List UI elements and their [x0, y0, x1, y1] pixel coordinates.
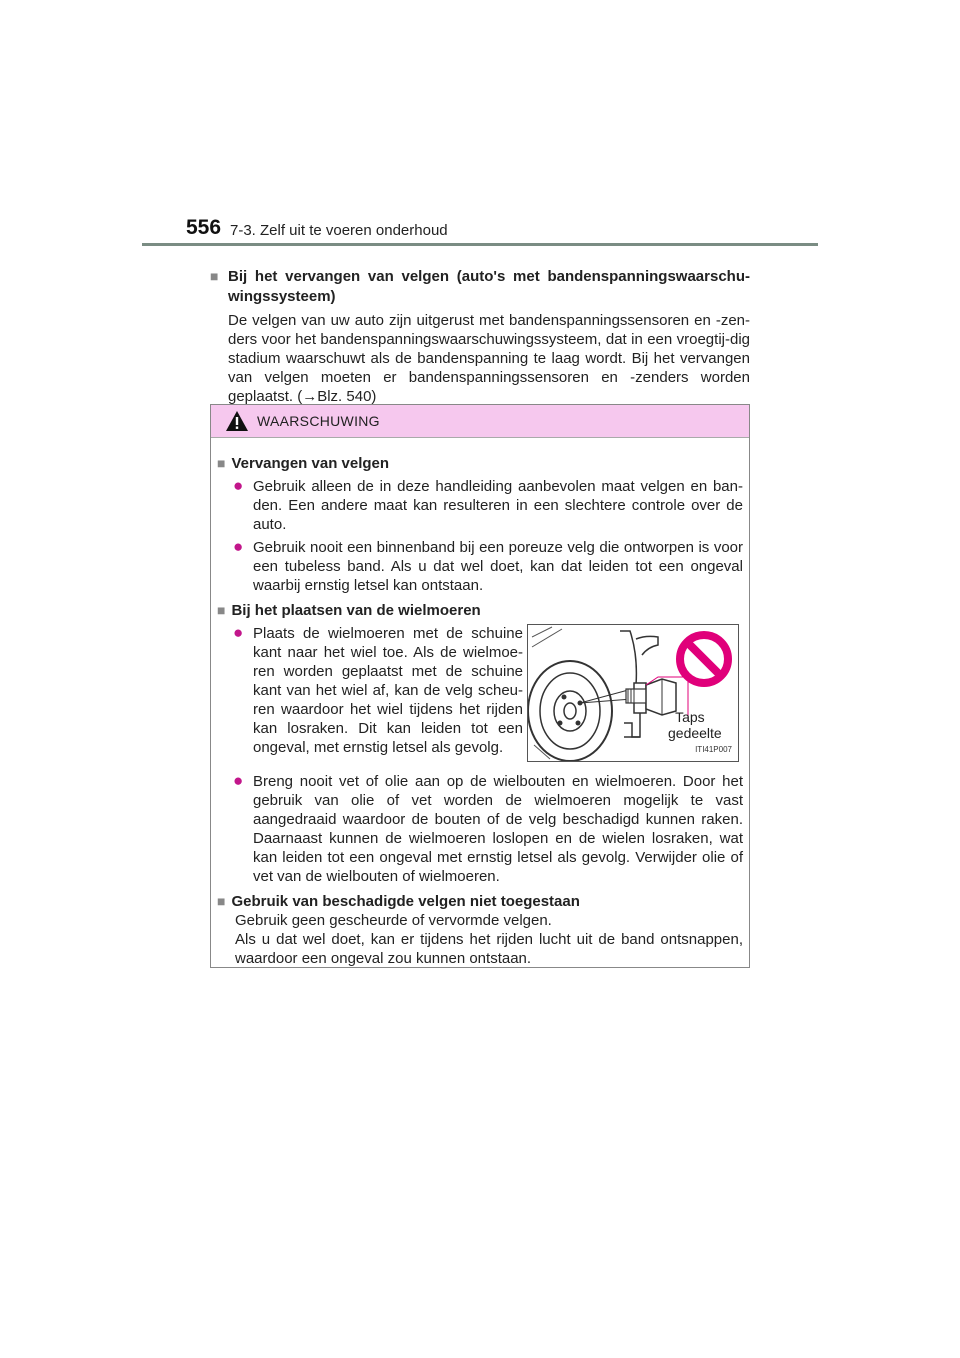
- subheading-text: Gebruik van beschadigde velgen niet toegestaan: [231, 893, 580, 910]
- square-bullet-icon: ■: [217, 893, 226, 909]
- section-title: 7-3. Zelf uit te voeren onderhoud: [230, 222, 448, 239]
- warning-subheading: [217, 454, 743, 473]
- section-text-line1: Gebruik geen gescheurde of vervormde velgen.: [235, 912, 552, 929]
- figure-code: ITI41P007: [695, 745, 732, 754]
- intro-text: De velgen van uw auto zijn uitgerust met bandenspanningssensoren en -zen-ders voor het bandenspanningswaarschuwingssysteem, dat in een vroegtij-dig stadium waarschuwt als de bandenspanning te laag wordt. Bij het vervangen van velgen moeten er bandenspanningssensoren en -zenders worden geplaatst. (→Blz. 540): [228, 312, 750, 405]
- bullet-item: [217, 538, 743, 595]
- intro-heading-text: Bij het vervangen van velgen (auto's met bandenspanningswaarschu-wingssysteem): [228, 268, 750, 305]
- warning-header: [211, 405, 749, 438]
- square-bullet-icon: ■: [210, 268, 223, 284]
- subheading-text: Vervangen van velgen: [231, 455, 390, 472]
- intro-section: [210, 266, 750, 406]
- bullet-text: Gebruik alleen de in deze handleiding aanbevolen maat velgen en ban-den. Een andere maat kan resulteren in een slechtere controle over de auto.: [253, 478, 743, 533]
- intro-heading: [210, 266, 750, 307]
- bullet-item: [217, 624, 523, 757]
- wheel-nut-illustration: [527, 624, 739, 762]
- bullet-text: Gebruik nooit een binnenband bij een poreuze velg die ontworpen is voor een tubeless band. Als u dat wel doet, kan dat leiden tot een ongeval waarbij ernstig letsel kan ontstaan.: [253, 539, 743, 594]
- round-bullet-icon: ●: [233, 771, 244, 790]
- warning-box: [210, 404, 750, 968]
- square-bullet-icon: ■: [217, 455, 226, 471]
- warning-body: [211, 438, 749, 968]
- subheading-text: Bij het plaatsen van de wielmoeren: [231, 602, 481, 619]
- section-text-line2: Als u dat wel doet, kan er tijdens het rijden lucht uit de band ontsnappen, waardoor een ongeval zou kunnen ontstaan.: [235, 931, 743, 967]
- figure-row: [217, 624, 743, 770]
- round-bullet-icon: ●: [233, 623, 244, 642]
- warning-title: WAARSCHUWING: [257, 413, 380, 429]
- round-bullet-icon: ●: [233, 476, 244, 495]
- header-rule: [142, 243, 818, 246]
- warning-subheading: [217, 892, 743, 911]
- page-number: 556: [186, 216, 222, 239]
- square-bullet-icon: ■: [217, 602, 226, 618]
- bullet-text: Plaats de wielmoeren met de schuine kant naar het wiel toe. Als de wielmoe-ren worden geplaatst met de schuine kant van het wiel af, kan de velg scheu-ren waardoor het wiel tijdens het rijden kan losraken. Dit kan leiden tot een ongeval, met ernstig letsel als gevolg.: [253, 625, 523, 756]
- round-bullet-icon: ●: [233, 537, 244, 556]
- figure-label-line2: gedeelte: [668, 725, 722, 741]
- figure-label: [658, 709, 722, 741]
- warning-triangle-icon: [225, 410, 249, 432]
- figure-label-line1: Taps: [675, 709, 705, 725]
- bullet-item: [217, 477, 743, 534]
- warning-subheading: [217, 601, 743, 620]
- bullet-item: [217, 772, 743, 886]
- bullet-text: Breng nooit vet of olie aan op de wielbouten en wielmoeren. Door het gebruik van olie of vet worden de wielmoeren mogelijk te vast aangedraaid waardoor de bouten of de velg beschadigd kunnen raken. Daarnaast kunnen de wielmoeren loslopen en de wielen losraken, wat kan leiden tot een ongeval met ernstig letsel als gevolg. Verwijder olie of vet van de wielbouten of wielmoeren.: [253, 773, 743, 885]
